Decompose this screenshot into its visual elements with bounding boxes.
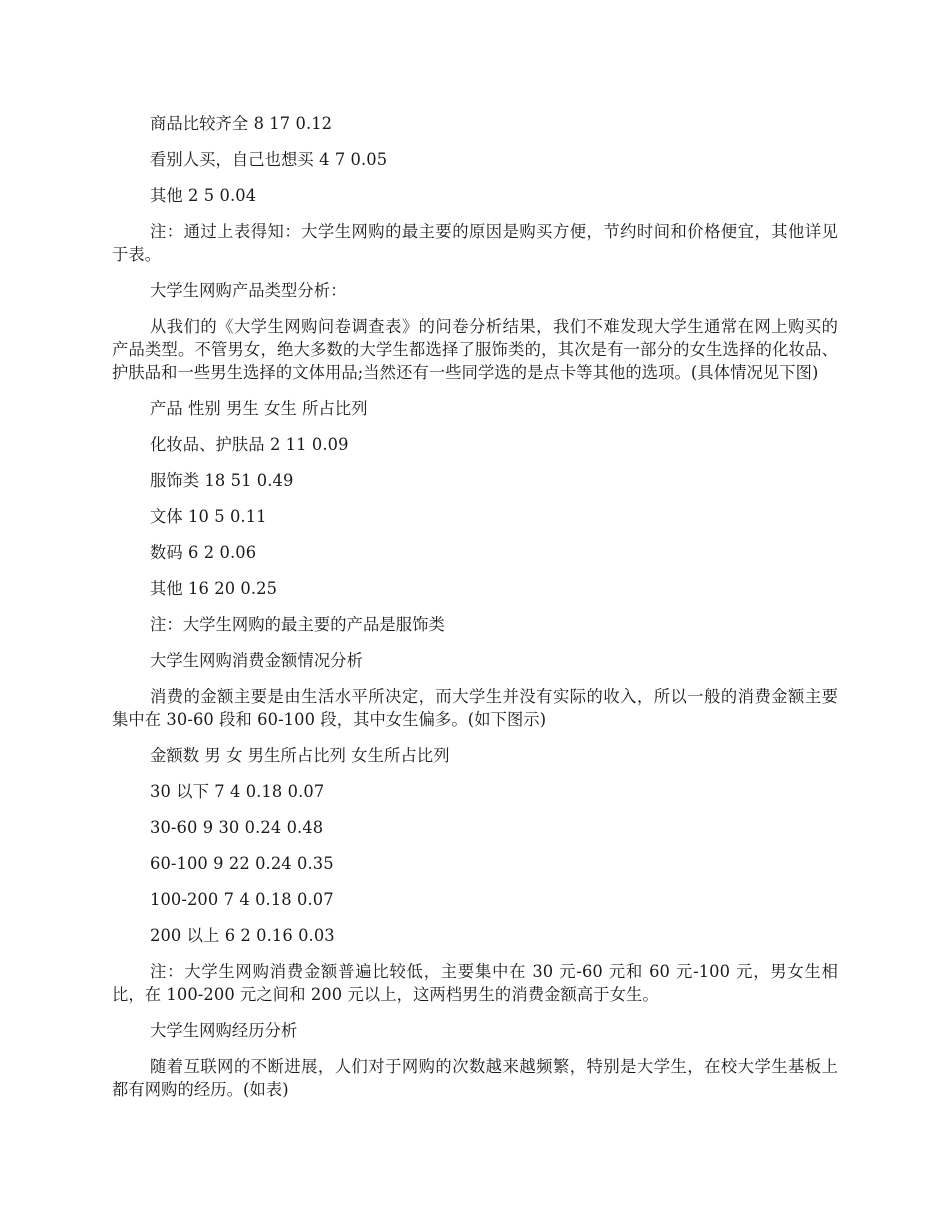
table-row-100-200: 100-200 7 4 0.18 0.07 xyxy=(150,890,334,909)
section-heading-spending: 大学生网购消费金额情况分析 xyxy=(150,651,363,670)
section-heading-experience: 大学生网购经历分析 xyxy=(150,1021,298,1040)
table-row-under-30: 30 以下 7 4 0.18 0.07 xyxy=(150,782,325,801)
table-header-products: 产品 性别 男生 女生 所占比列 xyxy=(150,399,368,418)
note-spending: 注：大学生网购消费金额普遍比较低，主要集中在 30 元-60 元和 60 元-100 元，男女生相比，在 100-200 元之间和 200 元以上，这两档男生的消费金额高于女生。 xyxy=(112,962,838,1004)
note-products: 注：大学生网购的最主要的产品是服饰类 xyxy=(150,615,445,634)
table-row-clothing: 服饰类 18 51 0.49 xyxy=(150,471,294,490)
body-paragraph-product-types: 从我们的《大学生网购问卷调查表》的问卷分析结果，我们不难发现大学生通常在网上购买的产品类型。不管男女，绝大多数的大学生都选择了服饰类的，其次是有一部分的女生选择的化妆品、护肤品和一些男生选择的文体用品;当然还有一些同学选的是点卡等其他的选项。(具体情况见下图) xyxy=(112,317,838,382)
document-page xyxy=(112,112,838,1114)
table-row-digital: 数码 6 2 0.06 xyxy=(150,543,257,562)
body-paragraph-experience: 随着互联网的不断进展，人们对于网购的次数越来越频繁，特别是大学生，在校大学生基板上都有网购的经历。(如表) xyxy=(112,1057,838,1099)
table-row-other-products: 其他 16 20 0.25 xyxy=(150,579,278,598)
note-reasons: 注：通过上表得知：大学生网购的最主要的原因是购买方便，节约时间和价格便宜，其他详见于表。 xyxy=(112,222,838,264)
table-row-variety: 商品比较齐全 8 17 0.12 xyxy=(150,114,333,133)
table-row-cosmetics: 化妆品、护肤品 2 11 0.09 xyxy=(150,435,349,454)
table-row-60-100: 60-100 9 22 0.24 0.35 xyxy=(150,854,334,873)
table-row-over-200: 200 以上 6 2 0.16 0.03 xyxy=(150,926,335,945)
table-row-follow-others: 看别人买，自己也想买 4 7 0.05 xyxy=(150,150,388,169)
table-header-spending: 金额数 男 女 男生所占比列 女生所占比列 xyxy=(150,746,450,765)
table-row-stationery: 文体 10 5 0.11 xyxy=(150,507,267,526)
body-paragraph-spending: 消费的金额主要是由生活水平所决定，而大学生并没有实际的收入，所以一般的消费金额主要集中在 30-60 段和 60-100 段，其中女生偏多。(如下图示) xyxy=(112,687,838,729)
table-row-other-reason: 其他 2 5 0.04 xyxy=(150,186,257,205)
section-heading-product-types: 大学生网购产品类型分析： xyxy=(150,281,347,300)
table-row-30-60: 30-60 9 30 0.24 0.48 xyxy=(150,818,324,837)
